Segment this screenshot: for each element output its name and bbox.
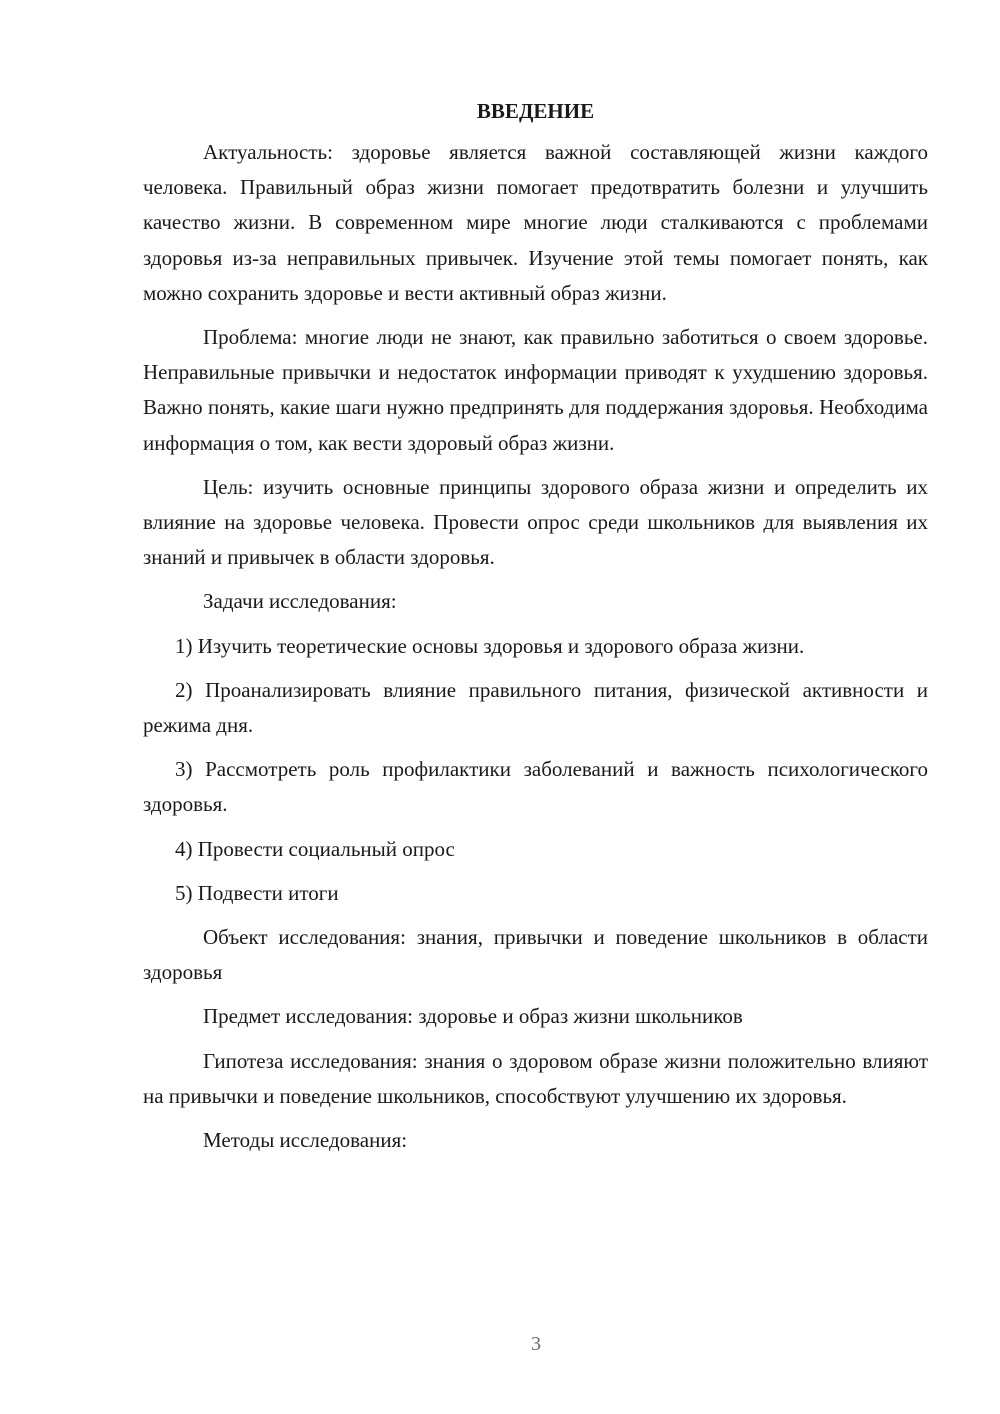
tasks-title: Задачи исследования: <box>203 589 397 614</box>
paragraph-goal: Цель: изучить основные принципы здорового образа жизни и определить их влияние на здоровье человека. Провести опрос среди школьников для выявления их знаний и привычек в области здоровья. <box>143 474 928 570</box>
paragraph-object: Объект исследования: знания, привычки и поведение школьников в области здоровья <box>143 925 928 985</box>
task-item-3: 3) Рассмотреть роль профилактики заболеваний и важность психологического здоровья. <box>143 757 928 817</box>
page-number: 3 <box>531 1333 541 1355</box>
task-item-5: 5) Подвести итоги <box>175 880 339 905</box>
task-item-4: 4) Провести социальный опрос <box>175 836 455 861</box>
task-item-1: 1) Изучить теоретические основы здоровья и здорового образа жизни. <box>175 633 805 658</box>
document-page <box>143 95 928 1167</box>
task-item-2: 2) Проанализировать влияние правильного питания, физической активности и режима дня. <box>143 677 928 738</box>
paragraph-relevance: Актуальность: здоровье является важной составляющей жизни каждого человека. Правильный образ жизни помогает предотвратить болезни и улучшить качество жизни. В современном мире многие люди сталкиваются с проблемами здоровья из-за неправильных привычек. Изучение этой темы помогает понять, как можно сохранить здоровье и вести активный образ жизни. <box>143 140 928 305</box>
paragraph-problem: Проблема: многие люди не знают, как правильно заботиться о своем здоровье. Неправильные привычки и недостаток информации приводят к ухудшению здоровья. Важно понять, какие шаги нужно предпринять для поддержания здоровья. Необходима информация о том, как вести здоровый образ жизни. <box>143 325 928 455</box>
paragraph-hypothesis: Гипотеза исследования: знания о здоровом образе жизни положительно влияют на привычки и поведение школьников, способствуют улучшению их здоровья. <box>143 1048 928 1108</box>
page-title: ВВЕДЕНИЕ <box>476 99 595 123</box>
paragraph-subject: Предмет исследования: здоровье и образ жизни школьников <box>203 1004 743 1029</box>
methods-title: Методы исследования: <box>203 1128 408 1153</box>
